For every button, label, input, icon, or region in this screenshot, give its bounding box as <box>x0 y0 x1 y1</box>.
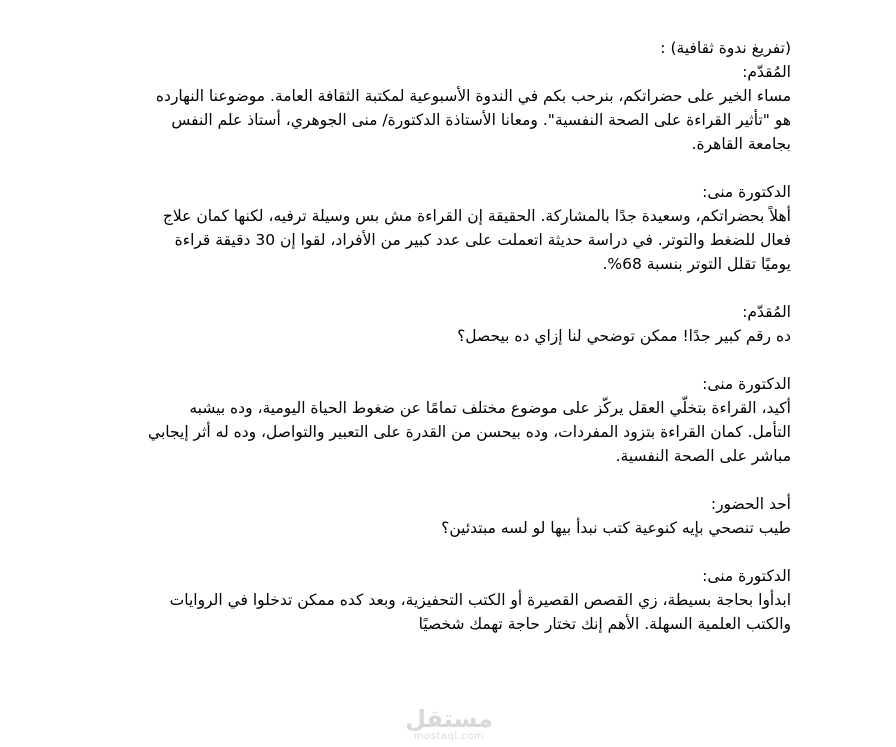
speech-line: مباشر على الصحة النفسية. <box>615 447 791 465</box>
speech-line: ده رقم كبير جدًا! ممكن توضحي لنا إزاي ده بيحصل؟ <box>457 327 791 345</box>
paragraph-gap <box>111 348 791 372</box>
speech-block <box>111 492 791 540</box>
speech-line: أكيد، القراءة بتخلّي العقل يركّز على موضوع مختلف تمامًا عن ضغوط الحياة اليومية، وده بيشبه <box>189 399 791 417</box>
speech-line: هو "تأثير القراءة على الصحة النفسية". ومعانا الأستاذة الدكتورة/ منى الجوهري، أستاذ علم النفس <box>171 111 791 129</box>
speaker-label: الدكتورة منى: <box>702 375 791 393</box>
speech-block <box>111 180 791 276</box>
paragraph-gap <box>111 276 791 300</box>
speaker-label: الدكتورة منى: <box>702 567 791 585</box>
speech-line: فعال للضغط والتوتر. في دراسة حديثة اتعملت على عدد كبير من الأفراد، لقوا إن 30 دقيقة قراءة <box>174 231 791 249</box>
speech-line: بجامعة القاهرة. <box>691 135 791 153</box>
speaker-label: المُقدّم: <box>742 303 791 321</box>
paragraph-gap <box>111 156 791 180</box>
speech-line: ابدأوا بحاجة بسيطة، زي القصص القصيرة أو الكتب التحفيزية، وبعد كده ممكن تدخلوا في الروايات <box>169 591 791 609</box>
speaker-label: الدكتورة منى: <box>702 183 791 201</box>
paragraph-gap <box>111 540 791 564</box>
watermark-text: مستقل <box>405 705 493 733</box>
speech-block <box>111 300 791 348</box>
speech-line: أهلاً بحضراتكم، وسعيدة جدًا بالمشاركة. الحقيقة إن القراءة مش بس وسيلة ترفيه، لكنها كمان علاج <box>162 207 791 225</box>
speech-line: والكتب العلمية السهلة. الأهم إنك تختار حاجة تهمك شخصيًا <box>418 615 791 633</box>
watermark-url: mostaql.com <box>413 731 485 742</box>
transcript-body <box>111 36 791 636</box>
speech-block <box>111 372 791 468</box>
document-title: (تفريغ ندوة ثقافية) : <box>660 39 791 57</box>
watermark-logo <box>394 706 504 746</box>
speech-line: مساء الخير على حضراتكم، بنرحب بكم في الندوة الأسبوعية لمكتبة الثقافة العامة. موضوعنا النهارده <box>155 87 791 105</box>
speaker-label: أحد الحضور: <box>710 495 791 513</box>
speech-line: يوميًا تقلل التوتر بنسبة 68%. <box>602 255 791 273</box>
speaker-label: المُقدّم: <box>742 63 791 81</box>
speech-block <box>111 564 791 636</box>
speech-block <box>111 60 791 156</box>
speech-line: التأمل. كمان القراءة بتزود المفردات، وده بيحسن من القدرة على التعبير والتواصل، وده له أثر إيجابي <box>148 423 791 441</box>
speech-line: طيب تنصحي بإيه كنوعية كتب نبدأ بيها لو لسه مبتدئين؟ <box>441 519 791 537</box>
paragraph-gap <box>111 468 791 492</box>
